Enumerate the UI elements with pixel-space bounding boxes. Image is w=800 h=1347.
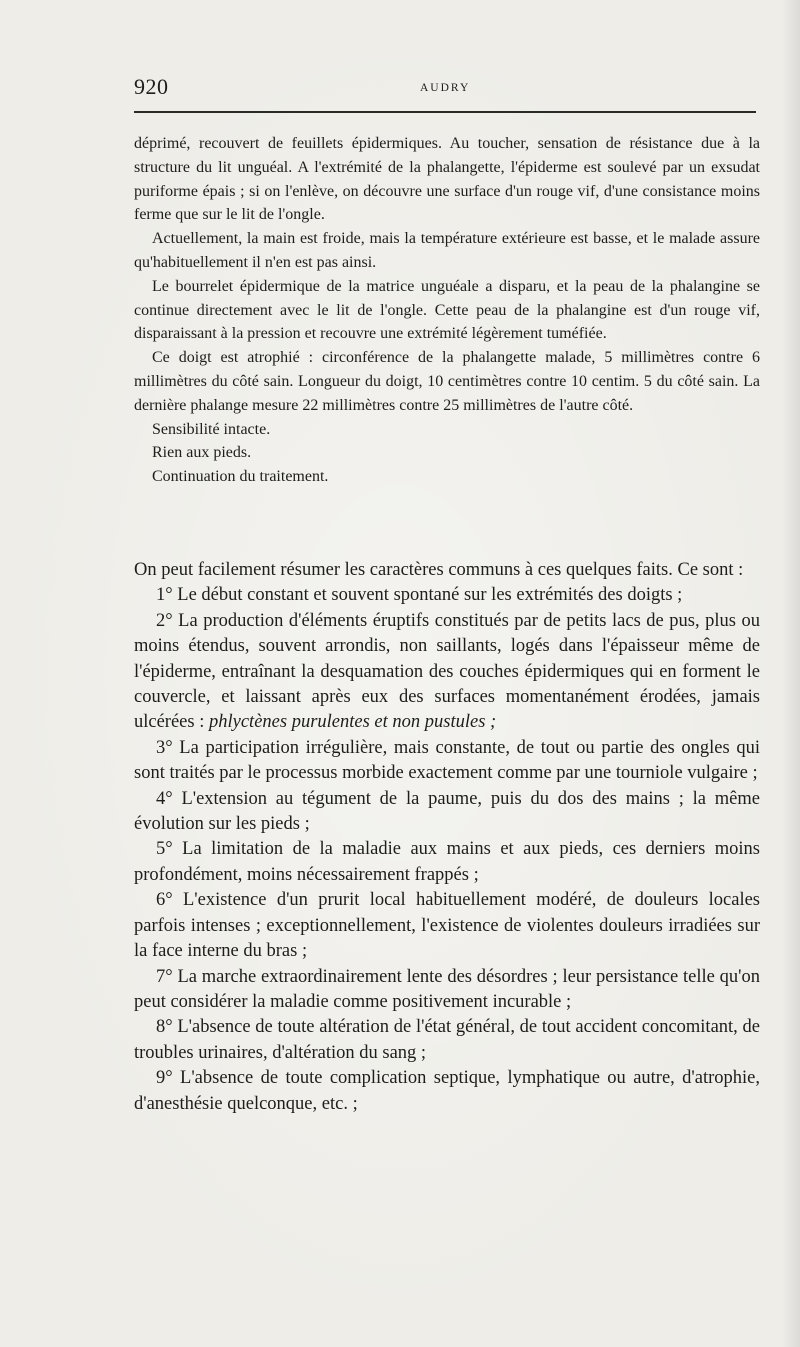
page-number: 920 bbox=[134, 74, 169, 99]
summary-item: 8° L'absence de toute altération de l'état général, de tout accident concomitant, de troubles urinaires, d'altération du sang ; bbox=[134, 1017, 760, 1063]
case-paragraph: Le bourrelet épidermique de la matrice unguéale a disparu, et la peau de la phalangine se continue directement avec le lit de l'ongle. Cette peau de la phalangine est d'un rouge vif, disparaissant à la pression et recouvre une extrémité légèrement tuméfiée. bbox=[134, 277, 760, 343]
case-report-section bbox=[134, 132, 760, 489]
summary-section bbox=[134, 558, 760, 1117]
header-rule bbox=[134, 111, 756, 113]
summary-item: 4° L'extension au tégument de la paume, puis du dos des mains ; la même évolution sur les pieds ; bbox=[134, 788, 760, 835]
summary-item: 5° La limitation de la maladie aux mains et aux pieds, ces derniers moins profondément, moins nécessairement frappés ; bbox=[134, 839, 760, 885]
summary-intro: On peut facilement résumer les caractères communs à ces quelques faits. Ce sont : bbox=[134, 560, 744, 580]
summary-item: 9° L'absence de toute complication septique, lymphatique ou autre, d'atrophie, d'anesthésie quelconque, etc. ; bbox=[134, 1068, 760, 1114]
summary-item: 6° L'existence d'un prurit local habituellement modéré, de douleurs locales parfois intenses ; exceptionnellement, l'existence de violentes douleurs irradiées sur la face interne du bras ; bbox=[134, 890, 760, 962]
case-paragraph: déprimé, recouvert de feuillets épidermiques. Au toucher, sensation de résistance due à la structure du lit unguéal. A l'extrémité de la phalangette, l'épiderme est soulevé par un exsudat puriforme épais ; si on l'enlève, on découvre une surface d'un rouge vif, d'une consistance moins ferme que sur le lit de l'ongle. bbox=[134, 135, 760, 224]
case-paragraph: Continuation du traitement. bbox=[152, 468, 329, 486]
case-paragraph: Ce doigt est atrophié : circonférence de la phalangette malade, 5 millimètres contre 6 millimètres du côté sain. Longueur du doigt, 10 centimètres contre 10 centim. 5 du côté sain. La dernière phalange mesure 22 millimètres contre 25 millimètres de l'autre côté. bbox=[134, 349, 760, 414]
page-edge-shadow bbox=[782, 0, 800, 1347]
case-paragraph: Sensibilité intacte. bbox=[152, 420, 271, 438]
case-paragraph: Rien aux pieds. bbox=[152, 444, 252, 462]
running-head: AUDRY bbox=[420, 82, 471, 94]
page-header bbox=[134, 70, 760, 110]
summary-item: 1° Le début constant et souvent spontané sur les extrémités des doigts ; bbox=[156, 585, 683, 606]
summary-item-italic: phlyctènes purulentes et non pustules ; bbox=[209, 712, 497, 733]
case-paragraph: Actuellement, la main est froide, mais la température extérieure est basse, et le malade assure qu'habituellement il n'en est pas ainsi. bbox=[134, 230, 760, 271]
summary-item: 7° La marche extraordinairement lente des désordres ; leur persistance telle qu'on peut considérer la maladie comme positivement incurable ; bbox=[134, 966, 760, 1012]
summary-item bbox=[134, 609, 760, 736]
summary-item: 3° La participation irrégulière, mais constante, de tout ou partie des ongles qui sont traités par le processus morbide exactement comme par une tourniole vulgaire ; bbox=[134, 737, 760, 784]
summary-item-text: 2° La production d'éléments éruptifs constitués par de petits lacs de pus, plus ou moins étendus, souvent arrondis, non saillants, logés dans l'épaisseur même de l'épiderme, entraînant la desquamation des couches épidermiques qui en forment le couvercle, et laissant après eux des surfaces momentanément érodées, jamais ulcérées : bbox=[134, 610, 760, 733]
